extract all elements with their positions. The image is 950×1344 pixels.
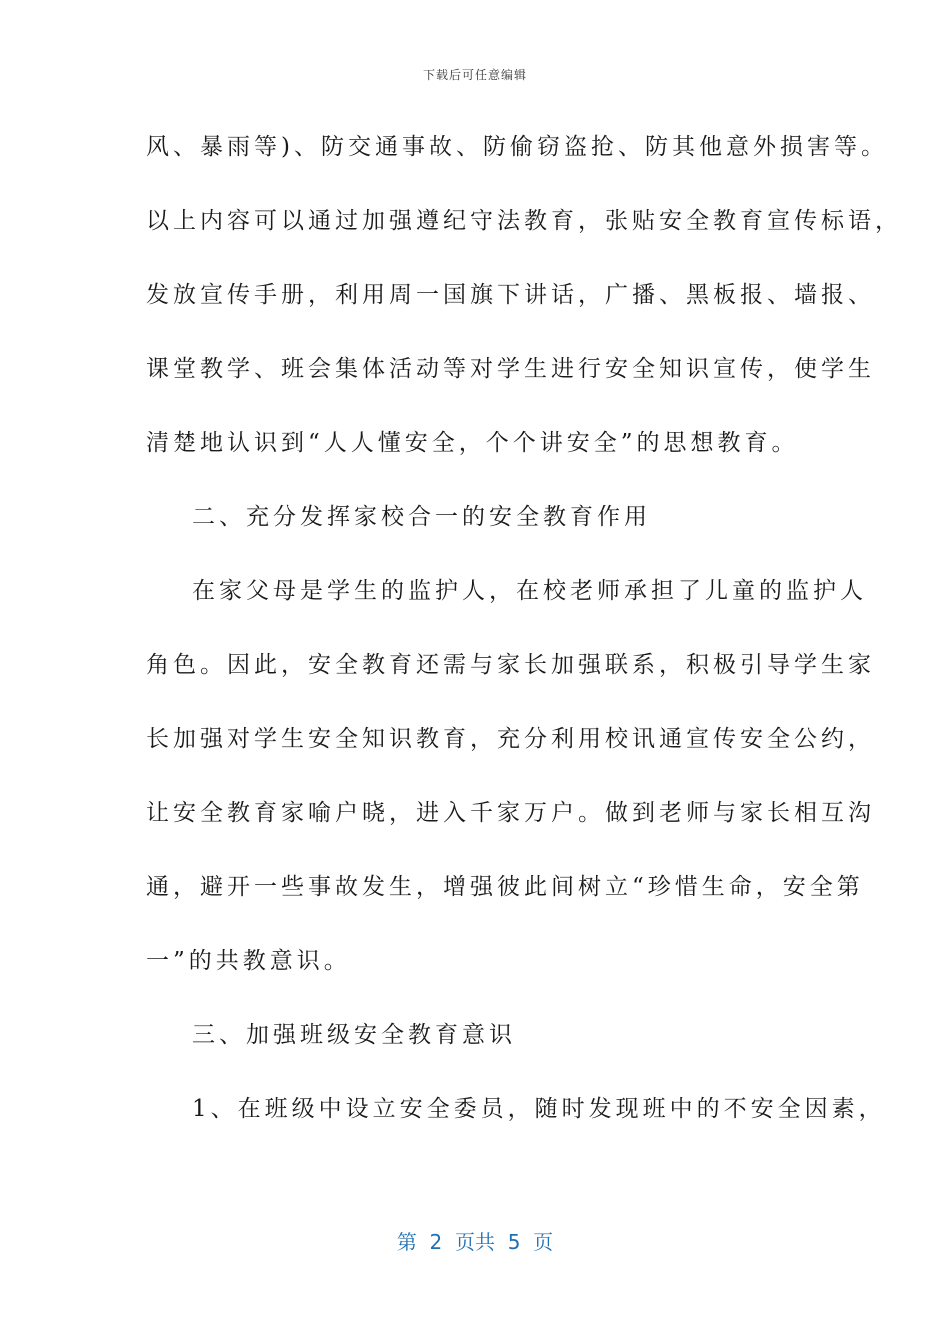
text-line: 清楚地认识到“人人懂安全，个个讲安全”的思想教育。: [146, 430, 799, 456]
text-line: 发放宣传手册，利用周一国旗下讲话，广播、黑板报、墙报、: [146, 282, 875, 308]
text-line: 通，避开一些事故发生，增强彼此间树立“珍惜生命，安全第: [146, 874, 864, 900]
text-line: 以上内容可以通过加强遵纪守法教育，张贴安全教育宣传标语，: [146, 208, 902, 234]
text-line: 1、在班级中设立安全委员，随时发现班中的不安全因素，: [192, 1096, 886, 1122]
text-line: 让安全教育家喻户晓，进入千家万户。做到老师与家长相互沟: [146, 800, 875, 826]
text-line: 风、暴雨等)、防交通事故、防偷窃盗抢、防其他意外损害等。: [146, 134, 888, 160]
section-heading-2: 二、充分发挥家校合一的安全教育作用: [192, 504, 651, 530]
text-line: 在家父母是学生的监护人，在校老师承担了儿童的监护人: [192, 578, 867, 604]
page-header-note: 下载后可任意编辑: [422, 68, 527, 82]
text-line: 角色。因此，安全教育还需与家长加强联系，积极引导学生家: [146, 652, 875, 678]
text-line: 课堂教学、班会集体活动等对学生进行安全知识宣传，使学生: [146, 356, 875, 382]
text-line: 长加强对学生安全知识教育，充分利用校讯通宣传安全公约，: [146, 726, 875, 752]
text-line: 一”的共教意识。: [146, 948, 351, 974]
page-number-footer: 第 2 页共 5 页: [396, 1230, 554, 1254]
section-heading-3: 三、加强班级安全教育意识: [192, 1022, 516, 1048]
document-body: [146, 122, 902, 1158]
